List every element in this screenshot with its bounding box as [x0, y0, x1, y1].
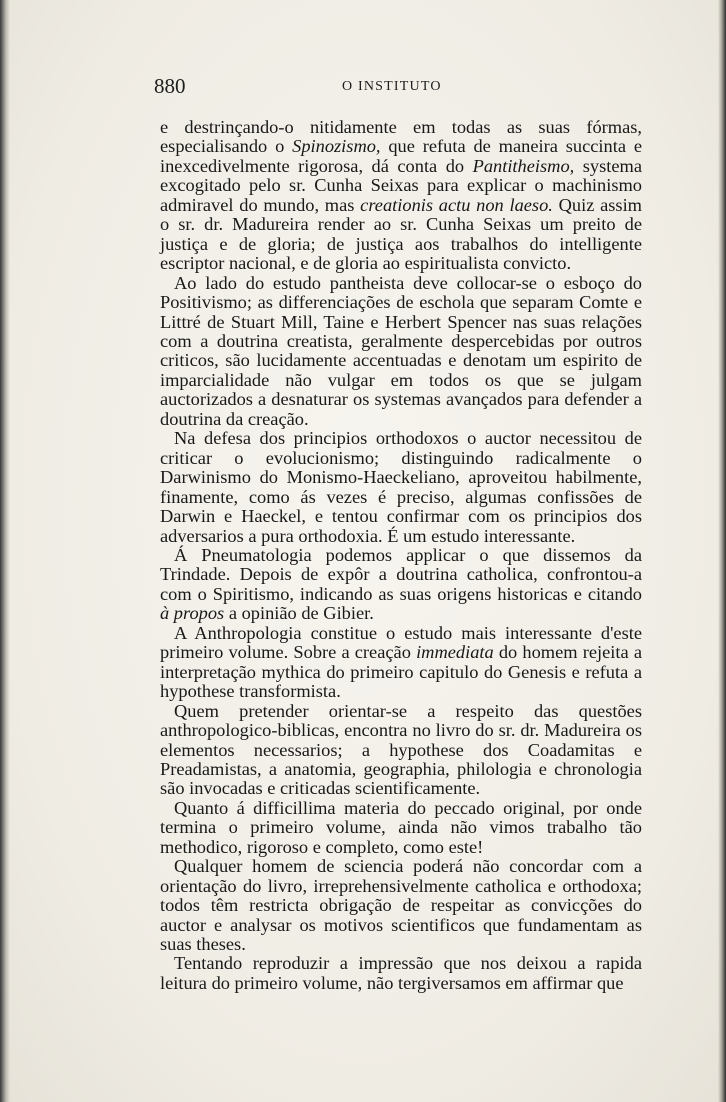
paragraph-1: e destrinçando-o nitidamente em todas as suas fórmas, especialisando o Spinozismo, que refuta de maneira succinta e inexcedivelmente rigorosa, dá conta do Pantitheismo, systema excogitado pelo sr. Cunha Seixas para explicar o machinismo admiravel do mundo, mas creationis actu non laeso. Quiz assim o sr. dr. Madureira render ao sr. Cunha Seixas um preito de justiça e de gloria; de justiça aos trabalhos do intelligente escriptor nacional, e de gloria ao espiritualista convicto. [160, 117, 642, 274]
page-header [152, 74, 636, 100]
page-right-edge-shadow [718, 0, 726, 1102]
running-head: O INSTITUTO [342, 79, 442, 94]
paragraph-8: Qualquer homem de sciencia poderá não concordar com a orientação do livro, irreprehensivelmente catholica e orthodoxa; todos têm restricta obrigação de respeitar as convicções do auctor e analysar os motivos scientificos que fundamentam as suas theses. [160, 856, 642, 955]
paragraph-2: Ao lado do estudo pantheista deve collocar-se o esboço do Positivismo; as differenciações de eschola que separam Comte e Littré de Stuart Mill, Taine e Herbert Spencer nas suas relações com a doutrina creatista, geralmente despercebidas por outros criticos, são lucidamente accentuadas e denotam um espirito de imparcialidade não vulgar em todos os que se julgam auctorizados a desnaturar os systemas avançados para defender a doutrina da creação. [160, 272, 642, 429]
paragraph-4: Á Pneumatologia podemos applicar o que dissemos da Trindade. Depois de expôr a doutrina catholica, confrontou-a com o Spiritismo, indicando as suas origens historicas e citando à propos a opinião de Gibier. [160, 544, 642, 624]
paragraph-6: Quem pretender orientar-se a respeito das questões anthropologico-biblicas, encontra no livro do sr. dr. Madureira os elementos necessarios; a hypothese dos Coadamitas e Preadamistas, a anatomia, geographia, philologia e chronologia são invocadas e criticadas scientificamente. [160, 700, 642, 799]
body-text [160, 118, 642, 993]
paragraph-9: Tentando reproduzir a impressão que nos deixou a rapida leitura do primeiro volume, não tergiversamos em affirmar que [160, 953, 642, 993]
paragraph-3: Na defesa dos principios orthodoxos o auctor necessitou de criticar o evolucionismo; distinguindo radicalmente o Darwinismo do Monismo-Haeckeliano, aproveitou habilmente, finamente, como ás vezes é preciso, algumas confissões de Darwin e Haeckel, e tentou confirmar com os principios dos adversarios a pura orthodoxia. É um estudo interessante. [160, 428, 642, 546]
page-number: 880 [154, 74, 186, 98]
page-left-edge-shadow [0, 0, 10, 1102]
paragraph-7: Quanto á difficillima materia do peccado original, por onde termina o primeiro volume, ainda não vimos trabalho tão methodico, rigoroso e completo, como este! [160, 797, 642, 857]
paragraph-5: A Anthropologia constitue o estudo mais interessante d'este primeiro volume. Sobre a creação immediata do homem rejeita a interpretação mythica do primeiro capitulo do Genesis e refuta a hypothese transformista. [160, 622, 642, 702]
